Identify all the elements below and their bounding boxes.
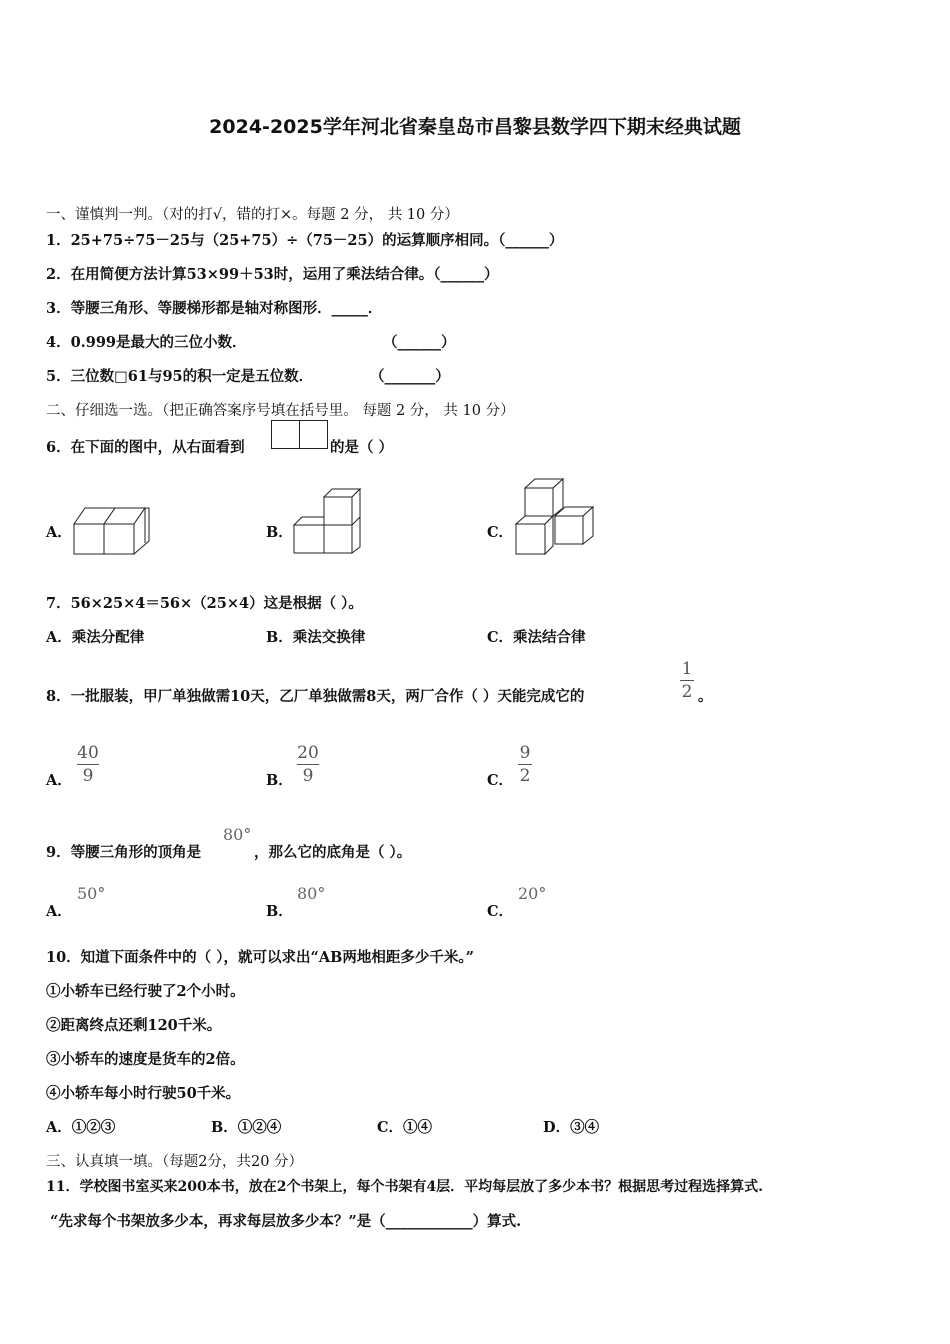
question-4-blank: （______） — [383, 334, 456, 351]
fraction-numerator: 20 — [297, 743, 319, 763]
q10-option-c: C．①④ — [377, 1119, 433, 1136]
q8-option-c-label: C． — [487, 772, 514, 789]
question-8-text: 8．一批服装，甲厂单独做需10天，乙厂单独做需8天，两厂合作（ ）天能完成它的 — [46, 688, 585, 705]
q6-option-c-figure — [513, 476, 597, 558]
section-3-heading: 三、认真填一填。（每题2分，共20 分） — [46, 1154, 304, 1170]
q9-option-a-angle: 50° — [77, 884, 106, 903]
q6-option-a-figure — [72, 505, 154, 557]
question-11-prompt: “先求每个书架放多少本，再求每层放多少本？”是（____________）算式. — [50, 1213, 522, 1230]
fraction-bar — [297, 764, 319, 765]
question-8-suffix: 。 — [698, 688, 713, 705]
section-1-heading: 一、谨慎判一判。（对的打√，错的打×。每题 2 分， 共 10 分） — [46, 207, 459, 223]
question-6-text: 6．在下面的图中，从右面看到 — [46, 439, 245, 456]
q8-option-a-fraction — [77, 745, 99, 785]
question-9-text: 9．等腰三角形的顶角是 — [46, 844, 202, 861]
fraction-denominator: 9 — [302, 766, 314, 786]
question-9-suffix: ，那么它的底角是（ ）。 — [254, 844, 412, 861]
right-view-figure — [271, 420, 331, 452]
q10-option-b: B．①②④ — [211, 1119, 282, 1136]
q6-option-b-figure — [292, 487, 364, 557]
question-5-blank: （_______） — [370, 368, 450, 385]
question-8-fraction — [680, 661, 694, 701]
q7-option-a: A．乘法分配律 — [46, 629, 145, 646]
q9-option-c-angle: 20° — [518, 884, 547, 903]
q8-option-c-fraction — [518, 745, 532, 785]
fraction-denominator: 2 — [681, 682, 693, 702]
question-4: 4．0.999是最大的三位小数． — [46, 334, 247, 351]
question-1: 1．25+75÷75－25与（25+75）÷（75－25）的运算顺序相同。（______） — [46, 232, 564, 249]
q10-option-a: A．①②③ — [46, 1119, 116, 1136]
question-5: 5．三位数□61与95的积一定是五位数． — [46, 368, 314, 385]
q10-condition-1: ①小轿车已经行驶了2个小时。 — [46, 983, 245, 1000]
section-2-heading: 二、仔细选一选。（把正确答案序号填在括号里。 每题 2 分， 共 10 分） — [46, 403, 515, 419]
question-11: 11．学校图书室买来200本书，放在2个书架上，每个书架有4层．平均每层放了多少本书？根据思考过程选择算式. — [46, 1179, 764, 1195]
q10-condition-2: ②距离终点还剩120千米。 — [46, 1017, 222, 1034]
fraction-numerator: 40 — [77, 743, 99, 763]
q8-option-a-label: A． — [46, 772, 72, 789]
q9-option-a-label: A． — [46, 903, 72, 920]
question-10: 10．知道下面条件中的（ ），就可以求出“AB两地相距多少千米。” — [46, 949, 474, 966]
fraction-bar — [518, 764, 532, 765]
question-2: 2．在用简便方法计算53×99＋53时，运用了乘法结合律。（______） — [46, 266, 499, 283]
q10-condition-4: ④小轿车每小时行驶50千米。 — [46, 1085, 241, 1102]
page-title: 2024-2025学年河北省秦皇岛市昌黎县数学四下期末经典试题 — [209, 116, 741, 138]
question-7: 7．56×25×4＝56×（25×4）这是根据（ ）。 — [46, 595, 363, 612]
q10-option-d: D．③④ — [543, 1119, 600, 1136]
q9-option-b-label: B． — [266, 903, 293, 920]
question-6-suffix: 的是（ ） — [330, 439, 394, 456]
q10-condition-3: ③小轿车的速度是货车的2倍。 — [46, 1051, 245, 1068]
q8-option-b-fraction — [297, 745, 319, 785]
fraction-numerator: 9 — [519, 743, 531, 763]
q6-option-b-label: B． — [266, 524, 293, 541]
fraction-numerator: 1 — [681, 659, 693, 679]
fraction-bar — [680, 680, 694, 681]
question-9-angle: 80° — [223, 825, 252, 844]
q9-option-b-angle: 80° — [297, 884, 326, 903]
q9-option-c-label: C． — [487, 903, 514, 920]
fraction-denominator: 9 — [82, 766, 94, 786]
fraction-denominator: 2 — [519, 766, 531, 786]
question-3: 3．等腰三角形、等腰梯形都是轴对称图形．_____． — [46, 300, 383, 317]
q6-option-a-label: A． — [46, 524, 72, 541]
fraction-bar — [77, 764, 99, 765]
q7-option-b: B．乘法交换律 — [266, 629, 366, 646]
q8-option-b-label: B． — [266, 772, 293, 789]
q6-option-c-label: C． — [487, 524, 514, 541]
q7-option-c: C．乘法结合律 — [487, 629, 586, 646]
